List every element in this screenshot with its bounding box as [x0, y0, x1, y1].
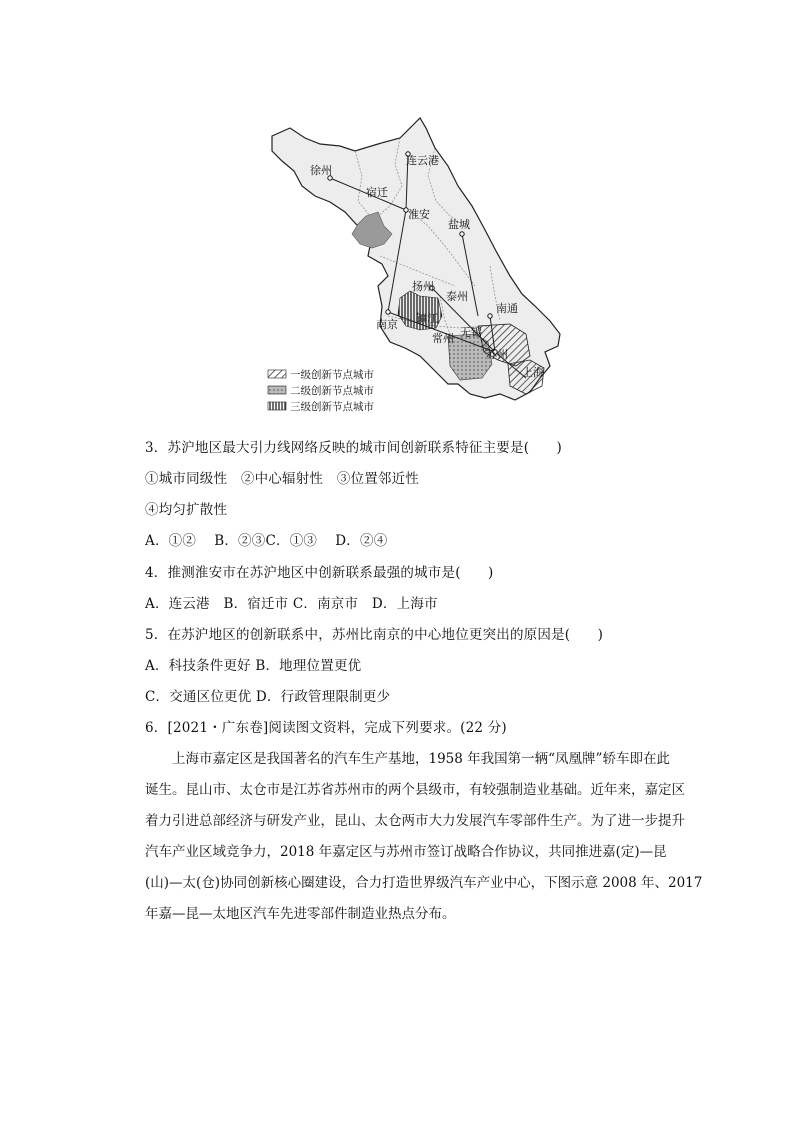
q6-para-line: 上海市嘉定区是我国著名的汽车生产基地，1958 年我国第一辆“凤凰牌”轿车即在此 [145, 751, 670, 767]
q4-choices: A．连云港 B．宿迁市 C．南京市 D．上海市 [145, 596, 438, 612]
label-shanghai: 上海 [522, 366, 544, 379]
label-xuzhou: 徐州 [310, 164, 332, 177]
label-yancheng: 盐城 [448, 218, 470, 231]
jiangsu-shanghai-map [260, 116, 570, 416]
q5-choices-row2: C．交通区位更优 D．行政管理限制更少 [145, 689, 391, 705]
q6-para-line: 诞生。昆山市、太仓市是江苏省苏州市的两个县级市，有较强制造业基础。近年来，嘉定区 [145, 782, 685, 798]
q6-paragraph [145, 744, 703, 930]
q5-stem: 5．在苏沪地区的创新联系中，苏州比南京的中心地位更突出的原因是( ) [145, 627, 604, 643]
label-suzhou: 苏州 [486, 348, 508, 361]
label-wuxi: 无锡 [460, 326, 482, 339]
legend-level1: 一级创新节点城市 [290, 369, 374, 381]
legend-level2: 二级创新节点城市 [290, 385, 374, 397]
label-yangzhou: 扬州 [412, 280, 434, 293]
label-suqian: 宿迁 [366, 186, 388, 199]
q3-stem: 3．苏沪地区最大引力线网络反映的城市间创新联系特征主要是( ) [145, 440, 563, 456]
q6-para-line: 汽车产业区域竞争力，2018 年嘉定区与苏州市签订战略合作协议，共同推进嘉(定)—昆 [145, 844, 667, 860]
label-zhenjiang: 镇江 [416, 312, 438, 325]
q5-choices-row1: A．科技条件更好 B．地理位置更优 [145, 658, 362, 674]
label-changzhou: 常州 [432, 332, 454, 345]
q6-para-line: (山)—太(仓)协同创新核心圈建设，合力打造世界级汽车产业中心，下图示意 2008 年、2017 [145, 875, 703, 891]
label-lianyungang: 连云港 [406, 154, 439, 167]
label-nantong: 南通 [496, 302, 518, 315]
label-nanjing: 南京 [376, 318, 398, 331]
map-legend [268, 368, 374, 413]
q4-stem: 4．推测淮安市在苏沪地区中创新联系最强的城市是( ) [145, 565, 494, 581]
label-taizhou: 泰州 [446, 290, 468, 303]
q6-para-line: 年嘉—昆—太地区汽车先进零部件制造业热点分布。 [145, 906, 456, 922]
q3-choices: A．①② B．②③C．①③ D．②④ [145, 533, 388, 549]
q3-options-row1: ①城市同级性 ②中心辐射性 ③位置邻近性 [145, 471, 419, 487]
legend-level3: 三级创新节点城市 [290, 401, 374, 413]
q6-para-line: 着力引进总部经济与研发产业，昆山、太仓两市大力发展汽车零部件生产。为了进一步提升 [145, 813, 685, 829]
q6-stem: 6．[2021・广东卷]阅读图文资料，完成下列要求。(22 分) [145, 720, 507, 736]
q3-options-row2: ④均匀扩散性 [145, 502, 228, 518]
label-huaian: 淮安 [408, 208, 430, 221]
